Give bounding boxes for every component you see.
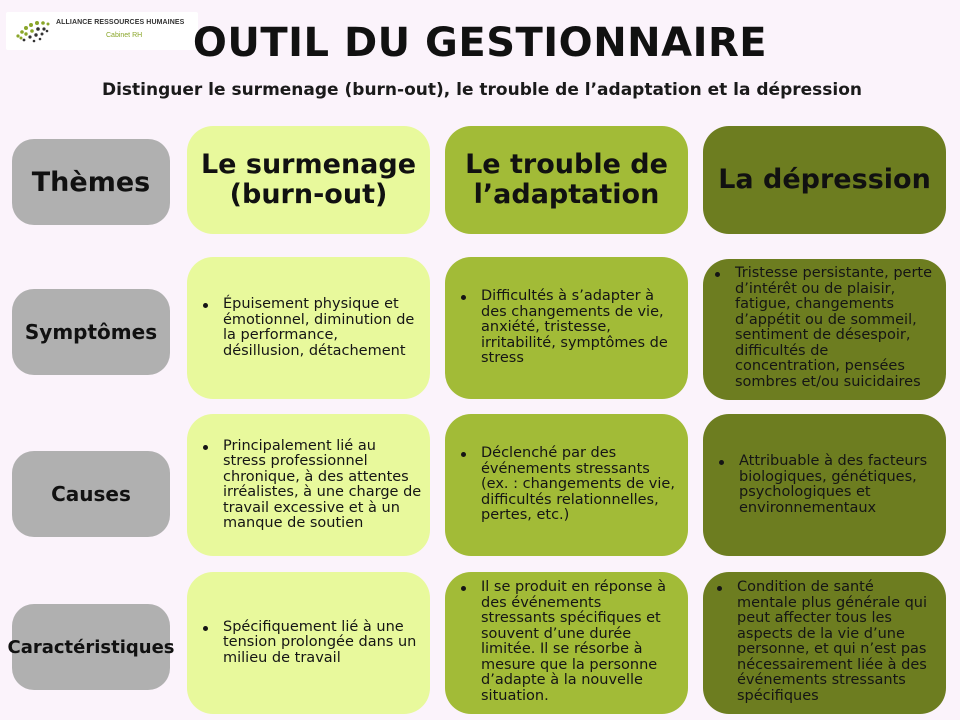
- page-subtitle: Distinguer le surmenage (burn-out), le trouble de l’adaptation et la dépression: [101, 80, 863, 100]
- cell-text: Déclenché par des événements stressants (ex. : changements de vie, difficultés relationnelles, pertes, etc.): [459, 446, 676, 524]
- header-trouble-line1: Le trouble de: [465, 149, 668, 180]
- header-themes-label: Thèmes: [31, 166, 151, 198]
- row-label-caracteristiques: [7, 604, 175, 690]
- cell-text: Principalement lié au stress professionnel chronique, à des attentes irréalistes, à une charge de travail excessive et à un manque de soutien: [201, 439, 422, 532]
- header-surmenage-line1: Le surmenage: [200, 149, 417, 180]
- header-surmenage-line2: (burn-out): [229, 179, 388, 210]
- logo-subtitle: Cabinet RH: [106, 32, 143, 39]
- header-themes: [12, 139, 170, 225]
- row-label-caracteristiques-text: Caractéristiques: [7, 636, 175, 658]
- header-depression-label: La dépression: [718, 164, 931, 195]
- cell-text: Épuisement physique et émotionnel, diminution de la performance, désillusion, détachement: [201, 297, 418, 359]
- cell-text: Il se produit en réponse à des événements stressants spécifiques et souvent d’une durée limitée. Il se résorbe à mesure que la personne d’adapte à la nouvelle situation.: [459, 580, 678, 704]
- page-title: OUTIL DU GESTIONNAIRE: [192, 20, 768, 66]
- cell-caracteristiques-surmenage: [187, 572, 430, 714]
- header-trouble-adaptation: [445, 126, 688, 234]
- cell-caracteristiques-adaptation: [445, 572, 688, 714]
- cell-text: Tristesse persistante, perte d’intérêt ou de plaisir, fatigue, changements d’appétit ou de sommeil, sentiment de désespoir, difficultés de concentration, pensées sombres et/ou suicidaires: [713, 266, 936, 390]
- cell-caracteristiques-depression: [703, 572, 946, 714]
- row-label-causes-text: Causes: [51, 482, 131, 506]
- row-label-causes: [12, 451, 170, 537]
- cell-causes-adaptation: [445, 414, 688, 556]
- cell-symptomes-surmenage: [187, 257, 430, 399]
- cell-causes-depression: [703, 414, 946, 556]
- row-label-symptomes-text: Symptômes: [24, 320, 158, 344]
- cell-text: Difficultés à s’adapter à des changements de vie, anxiété, tristesse, irritabilité, symptômes de stress: [459, 289, 676, 367]
- cell-symptomes-adaptation: [445, 257, 688, 399]
- cell-text: Condition de santé mentale plus générale qui peut affecter tous les aspects de la vie d’une personne, et qui n’est pas nécessairement liée à des événements stressants spécifiques: [715, 580, 936, 704]
- cell-causes-surmenage: [187, 414, 430, 556]
- row-label-symptomes: [12, 289, 170, 375]
- header-surmenage: [187, 126, 430, 234]
- cell-text: Spécifiquement lié à une tension prolongée dans un milieu de travail: [201, 620, 418, 667]
- cell-text: Attribuable à des facteurs biologiques, génétiques, psychologiques et environnementaux: [717, 454, 936, 516]
- header-depression: [703, 126, 946, 234]
- logo-title: ALLIANCE RESSOURCES HUMAINES: [56, 19, 185, 26]
- cell-symptomes-depression: [703, 259, 946, 400]
- header-trouble-line2: l’adaptation: [473, 179, 660, 210]
